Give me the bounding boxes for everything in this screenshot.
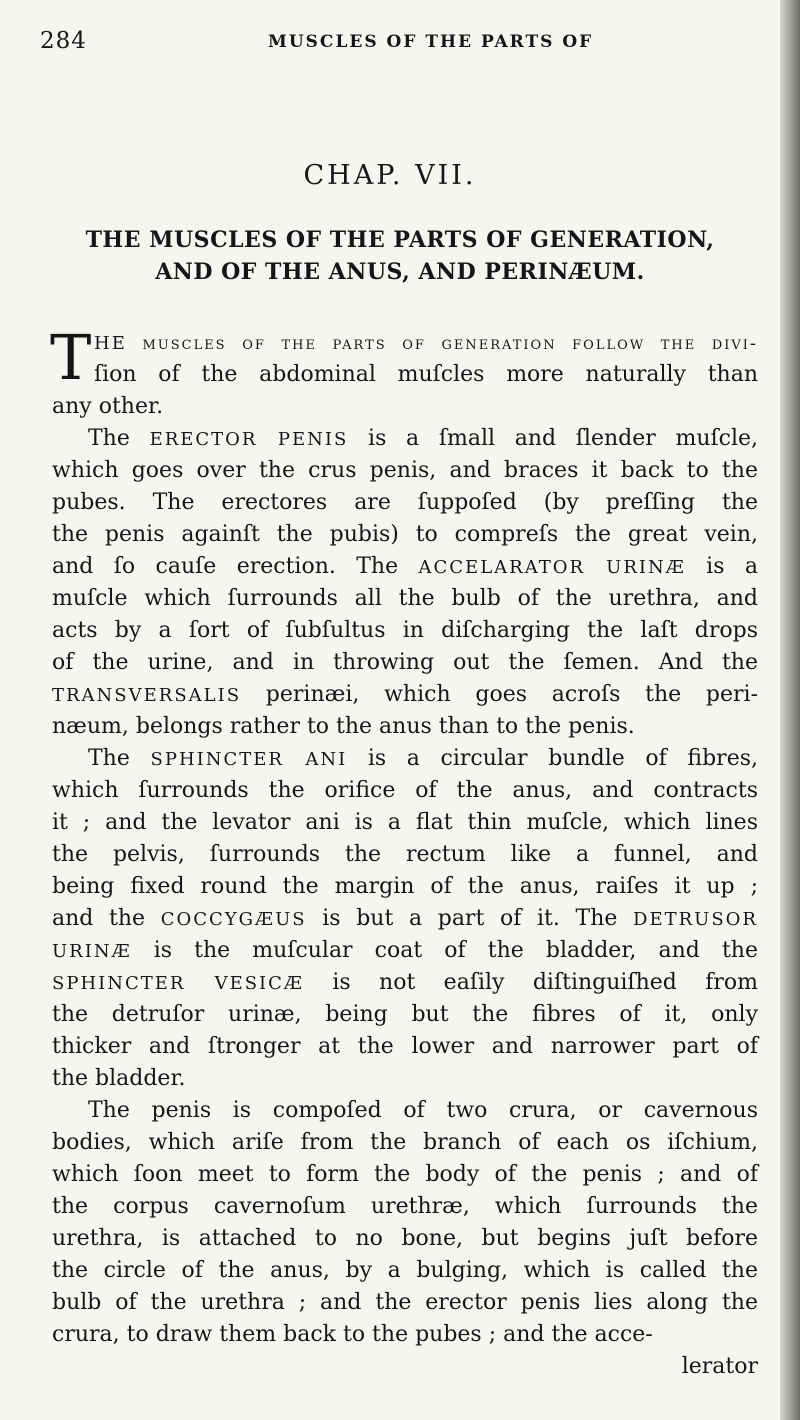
text-line bbox=[52, 775, 758, 807]
text-line bbox=[52, 647, 758, 679]
text-line bbox=[52, 679, 758, 711]
chapter-title bbox=[40, 224, 760, 288]
text-run: any other. bbox=[52, 394, 164, 419]
muscle-term: muſcles of the parts of generation follow the divi- bbox=[126, 333, 758, 354]
text-line bbox=[52, 839, 758, 871]
text-line bbox=[52, 999, 758, 1031]
text-line bbox=[52, 391, 758, 423]
text-run: næum, belongs rather to the anus than to the penis. bbox=[52, 714, 635, 739]
text-run: muſcle which ſurrounds all the bulb of the urethra, and bbox=[52, 586, 758, 611]
text-run: the detruſor urinæ, being but the fibres of it, only bbox=[52, 1002, 758, 1027]
text-run: perinæi, which goes acroſs the peri- bbox=[241, 682, 758, 707]
text-line bbox=[52, 967, 758, 999]
text-line bbox=[52, 423, 758, 455]
text-run: acts by a ſort of ſubſultus in diſcharging the laſt drops bbox=[52, 618, 758, 643]
text-line bbox=[52, 1031, 758, 1063]
text-run: urethra, is attached to no bone, but begins juſt before bbox=[52, 1226, 758, 1251]
text-run: is the muſcular coat of the bladder, and the bbox=[131, 938, 758, 963]
text-run: it ; and the levator ani is a flat thin muſcle, which lines bbox=[52, 810, 758, 835]
text-line bbox=[52, 1063, 758, 1095]
text-run: thicker and ſtronger at the lower and narrower part of bbox=[52, 1034, 758, 1059]
text-run: the pelvis, ſurrounds the rectum like a funnel, and bbox=[52, 842, 758, 867]
catchword: lerator bbox=[681, 1354, 758, 1379]
text-line bbox=[52, 359, 758, 391]
text-line bbox=[52, 743, 758, 775]
text-line bbox=[52, 583, 758, 615]
muscle-term: COCCYGÆUS bbox=[160, 909, 307, 930]
text-line bbox=[52, 327, 758, 359]
text-line bbox=[52, 935, 758, 967]
page-header bbox=[40, 24, 760, 58]
text-line bbox=[52, 455, 758, 487]
text-line bbox=[52, 1127, 758, 1159]
text-line bbox=[52, 903, 758, 935]
text-run: the penis againſt the pubis) to compreſs the great vein, bbox=[52, 522, 758, 547]
text-line bbox=[52, 1255, 758, 1287]
muscle-term: ACCELARATOR URINÆ bbox=[418, 557, 686, 578]
chapter-title-line: THE MUSCLES OF THE PARTS OF GENERATION, bbox=[85, 227, 715, 253]
text-line bbox=[52, 807, 758, 839]
chapter-title-line: AND OF THE ANUS, AND PERINÆUM. bbox=[155, 259, 645, 285]
text-line bbox=[52, 487, 758, 519]
text-line bbox=[52, 1223, 758, 1255]
text-run: the bladder. bbox=[52, 1066, 186, 1091]
text-run: which ſoon meet to form the body of the penis ; and of bbox=[52, 1162, 758, 1187]
text-line bbox=[52, 1319, 758, 1351]
text-line bbox=[52, 615, 758, 647]
small-caps-text: HE bbox=[94, 333, 127, 354]
drop-cap: T bbox=[50, 321, 92, 394]
text-run: is but a part of it. The bbox=[306, 906, 634, 931]
page-edge-shadow bbox=[780, 0, 800, 1420]
muscle-term: SPHINCTER ANI bbox=[150, 749, 348, 770]
text-run: The bbox=[88, 426, 150, 451]
text-run: which goes over the crus penis, and braces it back to the bbox=[52, 458, 758, 483]
text-run: is a bbox=[685, 554, 758, 579]
text-run: The bbox=[88, 746, 151, 771]
text-line bbox=[52, 1095, 758, 1127]
text-line bbox=[52, 871, 758, 903]
text-run: of the urine, and in throwing out the ſemen. And the bbox=[52, 650, 758, 675]
text-line bbox=[52, 519, 758, 551]
text-run: and ſo cauſe erection. The bbox=[52, 554, 419, 579]
text-run: bulb of the urethra ; and the erector penis lies along the bbox=[52, 1290, 758, 1315]
muscle-term: DETRUSOR bbox=[633, 909, 758, 930]
text-run: bodies, which ariſe from the branch of each os iſchium, bbox=[52, 1130, 758, 1155]
text-run: the circle of the anus, by a bulging, which is called the bbox=[52, 1258, 758, 1283]
body-text bbox=[50, 321, 758, 1383]
text-run: crura, to draw them back to the pubes ; and the acce- bbox=[52, 1322, 653, 1347]
text-run: is a circular bundle of fibres, bbox=[347, 746, 758, 771]
text-run: and the bbox=[52, 906, 161, 931]
text-run: which ſurrounds the orifice of the anus, and contracts bbox=[52, 778, 758, 803]
text-run: is a ſmall and ſlender muſcle, bbox=[348, 426, 758, 451]
muscle-term: TRANSVERSALIS bbox=[52, 685, 242, 706]
muscle-term: URINÆ bbox=[52, 941, 132, 962]
text-run: The penis is compoſed of two crura, or cavernous bbox=[88, 1098, 758, 1123]
text-line bbox=[52, 1159, 758, 1191]
chapter-heading: CHAP. VII. bbox=[303, 160, 477, 191]
text-line bbox=[52, 711, 758, 743]
text-run: the corpus cavernoſum urethræ, which ſurrounds the bbox=[52, 1194, 758, 1219]
text-line bbox=[52, 1191, 758, 1223]
text-run: pubes. The erectores are ſuppoſed (by preſſing the bbox=[52, 490, 758, 515]
text-line bbox=[52, 1287, 758, 1319]
muscle-term: SPHINCTER VESICÆ bbox=[52, 973, 304, 994]
text-run: ſion of the abdominal muſcles more naturally than bbox=[94, 362, 758, 387]
text-run: is not eaſily diſtinguiſhed from bbox=[303, 970, 758, 995]
muscle-term: ERECTOR PENIS bbox=[149, 429, 349, 450]
text-run: being fixed round the margin of the anus, raiſes it up ; bbox=[52, 874, 758, 899]
running-head: MUSCLES OF THE PARTS OF bbox=[268, 32, 594, 52]
text-line bbox=[52, 551, 758, 583]
page-number: 284 bbox=[40, 28, 87, 54]
